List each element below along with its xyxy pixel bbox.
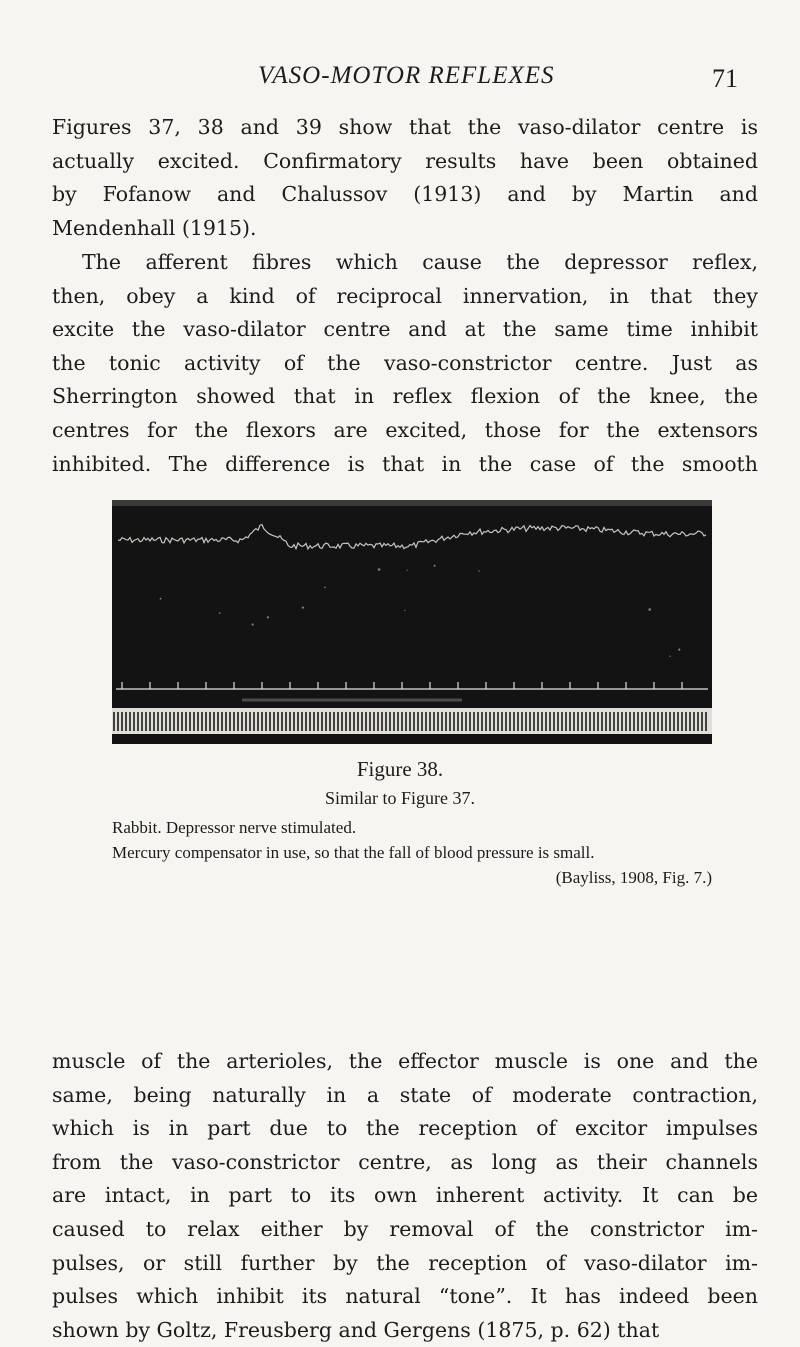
noise-speck — [434, 565, 436, 567]
paragraph-2 — [52, 246, 758, 481]
kymograph-figure — [112, 500, 712, 744]
text-line: by Fofanow and Chalussov (1913) and by Martin and — [52, 182, 758, 207]
noise-speck — [648, 608, 651, 611]
text-line: pulses, or still further by the reception of vaso-dilator im- — [52, 1250, 758, 1275]
page-number: 71 — [712, 64, 738, 93]
text-line: shown by Goltz, Freusberg and Gergens (1875, p. 62) that — [52, 1317, 660, 1342]
text-line: actually excited. Confirmatory results have been obtained — [52, 148, 758, 173]
figure-caption-line: Rabbit. Depressor nerve stimulated. — [112, 818, 357, 837]
noise-speck — [669, 656, 670, 657]
paragraph-3 — [52, 1045, 758, 1347]
text-line: excite the vaso-dilator centre and at the same time inhibit — [52, 317, 758, 342]
figure-subtitle: Similar to Figure 37. — [325, 788, 475, 808]
text-line: which is in part due to the reception of excitor impulses — [52, 1116, 758, 1141]
text-line: are intact, in part to its own inherent activity. It can be — [52, 1183, 758, 1208]
text-line: caused to relax either by removal of the constrictor im- — [52, 1216, 758, 1241]
kymograph-tracing — [112, 500, 712, 744]
text-line: the tonic activity of the vaso-constrictor centre. Just as — [52, 350, 758, 375]
figure-caption-line: Mercury compensator in use, so that the fall of blood pressure is small. — [112, 843, 595, 862]
text-line: same, being naturally in a state of moderate contraction, — [52, 1082, 758, 1107]
text-line: Sherrington showed that in reflex flexion of the knee, the — [52, 384, 758, 409]
running-title: VASO-MOTOR REFLEXES — [258, 62, 555, 89]
noise-speck — [404, 610, 405, 611]
signal-marks — [122, 682, 682, 689]
text-line: Mendenhall (1915). — [52, 215, 257, 240]
noise-speck — [407, 570, 408, 571]
noise-speck — [324, 587, 326, 589]
text-line: from the vaso-constrictor centre, as long as their channels — [52, 1149, 758, 1174]
paragraph-1 — [52, 111, 758, 245]
text-line: Figures 37, 38 and 39 show that the vaso-dilator centre is — [52, 115, 758, 139]
text-line: centres for the flexors are excited, those for the extensors — [52, 417, 758, 442]
noise-speck — [378, 568, 381, 571]
text-line: The afferent fibres which cause the depressor reflex, — [82, 250, 758, 274]
text-line: muscle of the arterioles, the effector muscle is one and the — [52, 1049, 758, 1073]
page-header — [0, 62, 800, 102]
figure-title: Figure 38. — [356, 757, 444, 781]
noise-speck — [252, 623, 254, 625]
noise-speck — [302, 607, 304, 609]
figure-caption-citation: (Bayliss, 1908, Fig. 7.) — [555, 868, 712, 887]
text-line: then, obey a kind of reciprocal innervation, in that they — [52, 283, 758, 308]
text-line: pulses which inhibit its natural “tone”. It has indeed been — [52, 1284, 758, 1309]
noise-speck — [478, 570, 479, 571]
text-line: inhibited. The difference is that in the case of the smooth — [52, 451, 758, 476]
noise-speck — [267, 616, 269, 618]
noise-speck — [160, 598, 162, 600]
noise-speck — [678, 649, 680, 651]
noise-speck — [219, 612, 221, 614]
